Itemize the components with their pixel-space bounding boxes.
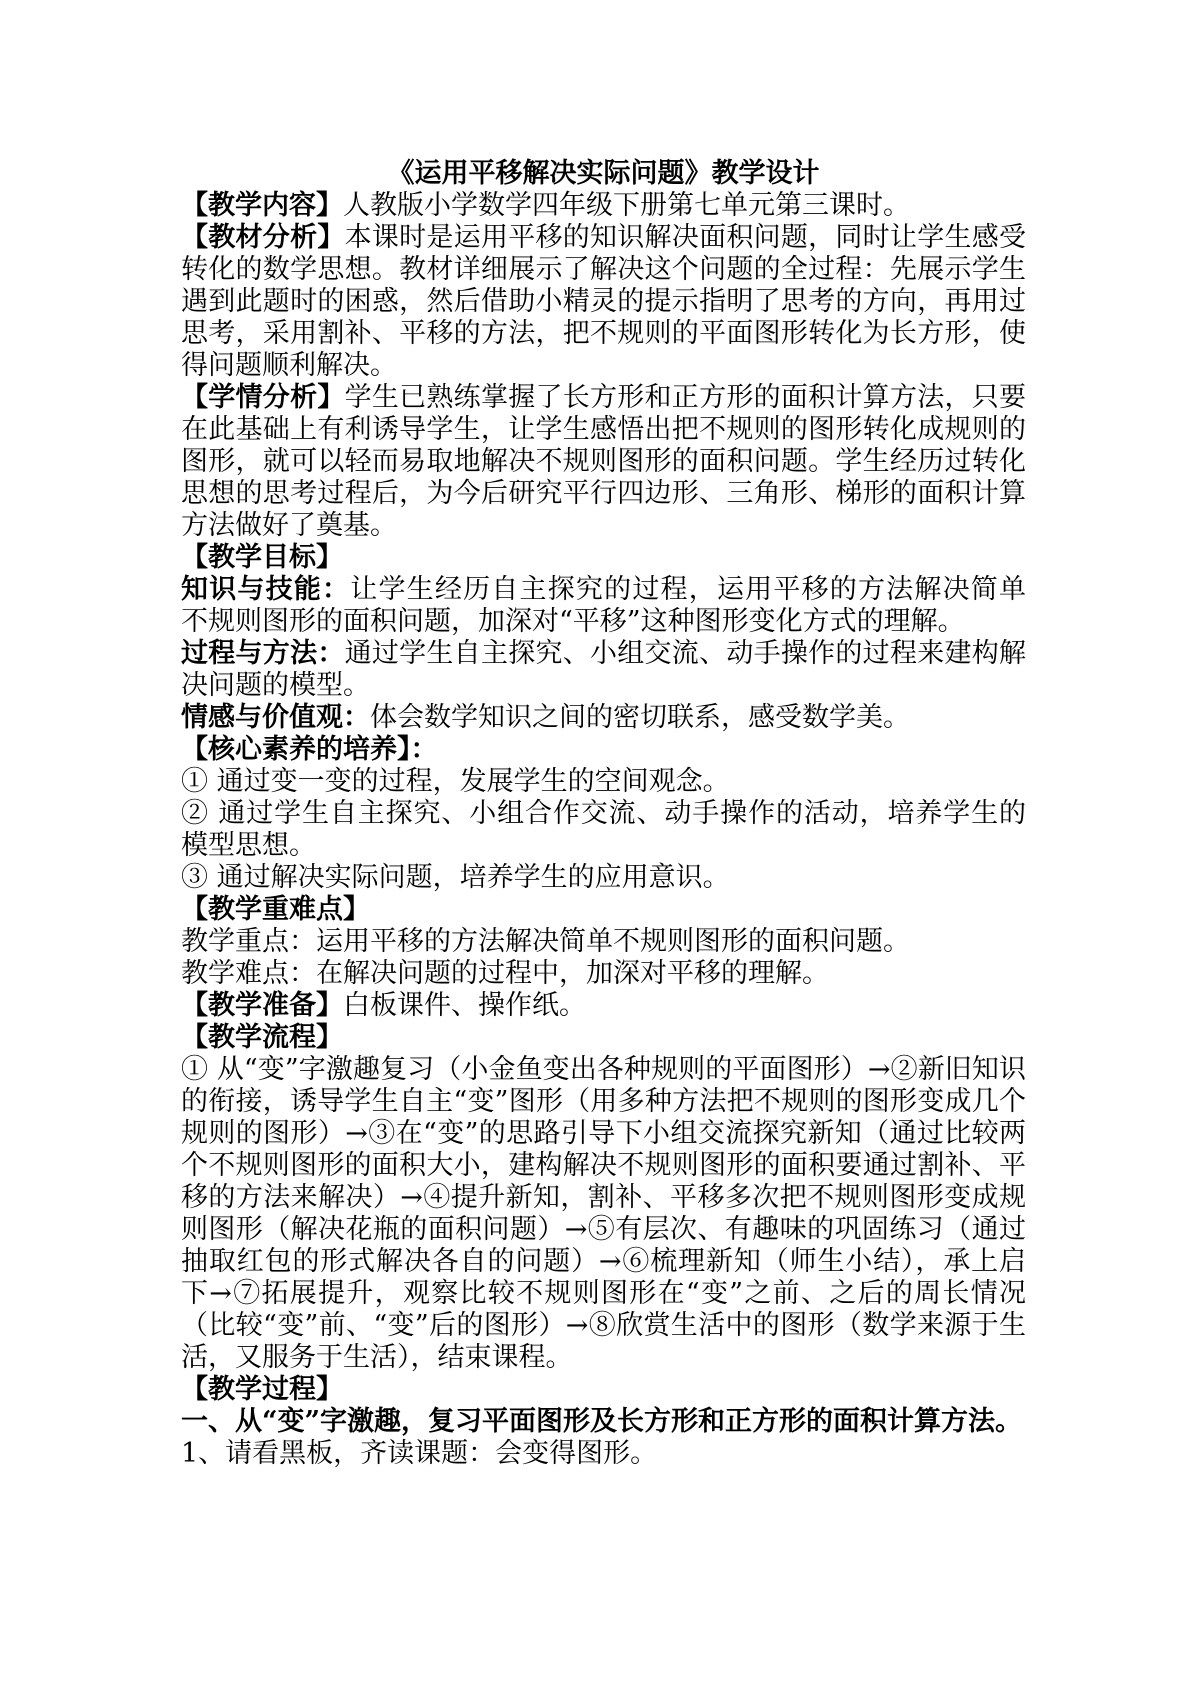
material-paragraph — [181, 222, 1026, 382]
literacy-heading: 【核心素养的培养】： — [181, 734, 438, 765]
process-heading: 【教学过程】 — [181, 1374, 343, 1405]
section-title: 一、从“变”字激趣，复习平面图形及长方形和正方形的面积计算方法。 — [181, 1406, 1023, 1437]
goal-knowledge — [181, 574, 1054, 638]
material-label: 【教材分析】 — [181, 222, 345, 253]
flow-text: ① 从“变”字激趣复习（小金鱼变出各种规则的平面图形）→②新旧知识的衔接，诱导学生自主“变”图形（用多种方法把不规则的图形变成几个规则的图形）→③在“变”的思路引导下小组交流探究新知（通过比较两个不规则图形的面积大小，建构解决不规则图形的面积要通过割补、平移的方法来解决）→④提升新知，割补、平移多次把不规则图形变成规则图形（解决花瓶的面积问题）→⑤有层次、有趣味的巩固练习（通过抽取红包的形式解决各自的问题）→⑥梳理新知（师生小结），承上启下→⑦拓展提升，观察比较不规则图形在“变”之前、之后的周长情况（比较“变”前、“变”后的图形）→⑧欣赏生活中的图形（数学来源于生活，又服务于生活），结束课程。 — [181, 1054, 1026, 1373]
key-point: 教学重点：运用平移的方法解决简单不规则图形的面积问题。 — [181, 926, 910, 957]
goal-process-label: 过程与方法： — [181, 638, 345, 669]
goal-emotion — [181, 702, 1026, 734]
goal-emotion-label: 情感与价值观： — [181, 702, 370, 733]
keypoints-heading: 【教学重难点】 — [181, 894, 370, 925]
goal-knowledge-label: 知识与技能： — [181, 574, 351, 605]
goals-heading: 【教学目标】 — [181, 542, 343, 573]
document-title: 《运用平移解决实际问题》教学设计 — [387, 158, 820, 189]
prep-label: 【教学准备】 — [181, 990, 343, 1021]
learner-label: 【学情分析】 — [181, 382, 345, 413]
literacy-item: ③ 通过解决实际问题，培养学生的应用意识。 — [181, 862, 730, 893]
goal-emotion-text: 体会数学知识之间的密切联系，感受数学美。 — [370, 702, 910, 733]
prep-paragraph — [181, 990, 1026, 1022]
step-text: 1、请看黑板，齐读课题：会变得图形。 — [181, 1438, 658, 1469]
content-paragraph — [181, 190, 1026, 222]
goal-process — [181, 638, 1026, 702]
literacy-item: ① 通过变一变的过程，发展学生的空间观念。 — [181, 766, 730, 797]
learner-text: 学生已熟练掌握了长方形和正方形的面积计算方法，只要在此基础上有利诱导学生，让学生感悟出把不规则的图形转化成规则的图形，就可以轻而易取地解决不规则图形的面积问题。学生经历过转化思想的思考过程后，为今后研究平行四边形、三角形、梯形的面积计算方法做好了奠基。 — [181, 382, 1027, 541]
goal-knowledge-text: 让学生经历自主探究的过程，运用平移的方法解决简单 不规则图形的面积问题，加深对“平移”这种图形变化方式的理解。 — [181, 574, 1054, 637]
prep-text: 白板课件、操作纸。 — [343, 990, 586, 1021]
literacy-item: ② 通过学生自主探究、小组合作交流、动手操作的活动，培养学生的模型思想。 — [181, 798, 1026, 861]
document-page — [181, 158, 1054, 1470]
goal-process-text: 通过学生自主探究、小组交流、动手操作的过程来建构解决问题的模型。 — [181, 638, 1027, 701]
content-label: 【教学内容】 — [181, 190, 343, 221]
material-text: 本课时是运用平移的知识解决面积问题，同时让学生感受转化的数学思想。教材详细展示了解决这个问题的全过程：先展示学生遇到此题时的困惑，然后借助小精灵的提示指明了思考的方向，再用过思考，采用割补、平移的方法，把不规则的平面图形转化为长方形，使得问题顺利解决。 — [181, 222, 1027, 381]
content-text: 人教版小学数学四年级下册第七单元第三课时。 — [343, 190, 910, 221]
difficult-point: 教学难点：在解决问题的过程中，加深对平移的理解。 — [181, 958, 829, 989]
learner-paragraph — [181, 382, 1026, 542]
flow-heading: 【教学流程】 — [181, 1022, 343, 1053]
